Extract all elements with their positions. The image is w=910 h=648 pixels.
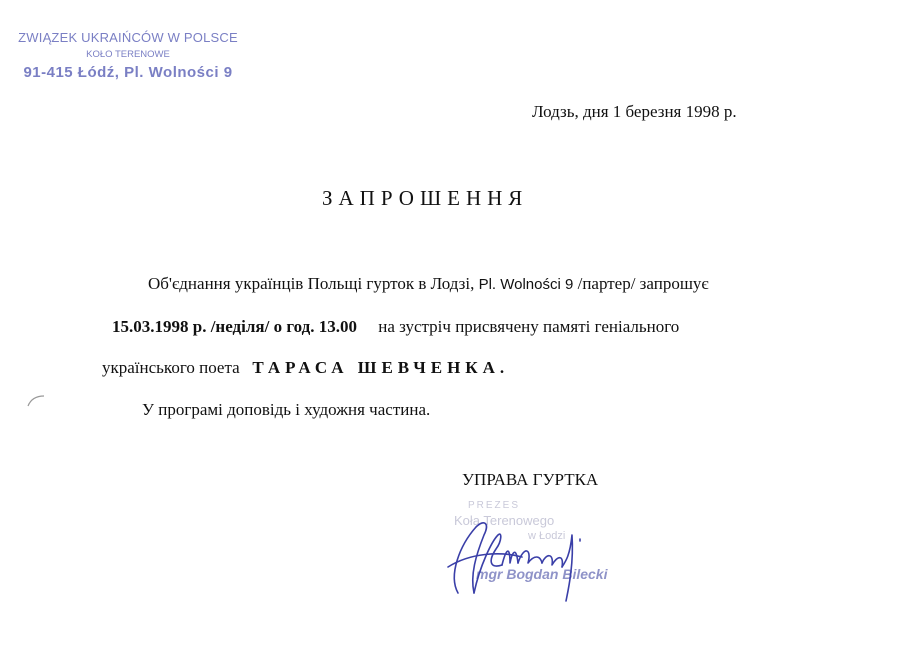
body-line-1-start: Об'єднання українців Польщі гурток в Лодзі, xyxy=(148,274,475,293)
body-line-1-end: /партер/ запрошує xyxy=(577,274,709,293)
hole-punch-mark xyxy=(22,388,58,424)
body-line-1 xyxy=(148,274,709,294)
stamp-line-2: KOŁO TERENOWE xyxy=(86,49,170,60)
address-text: Pl. Wolności 9 xyxy=(478,276,574,293)
body-line-2 xyxy=(112,317,679,337)
body-line-2-rest: на зустріч присвячену памяті геніального xyxy=(378,317,680,336)
signatory-name: mgr Bogdan Bilecki xyxy=(476,566,608,582)
body-line-3 xyxy=(102,358,509,378)
handwritten-signature xyxy=(440,505,600,615)
organization-stamp xyxy=(8,30,248,81)
stamp-line-1: ZWIĄZEK UKRAIŃCÓW W POLSCE xyxy=(18,30,238,45)
poet-name: ТАРАСА ШЕВЧЕНКА. xyxy=(252,358,510,377)
stamp-line-3: 91-415 Łódź, Pl. Wolności 9 xyxy=(23,64,233,81)
board-signature-label: УПРАВА ГУРТКА xyxy=(462,470,599,489)
signature-stamp-line-3: w Łodzi xyxy=(528,530,566,542)
body-line-3-start: українського поета xyxy=(102,358,240,377)
body-line-4: У програмі доповідь і художня частина. xyxy=(142,400,431,419)
signature-stamp-line-2: Koła Terenowego xyxy=(454,513,555,528)
signature-stamp-line-1: PREZES xyxy=(468,500,521,511)
letter-date: Лодзь, дня 1 березня 1998 р. xyxy=(532,102,737,121)
document-title: ЗАПРОШЕННЯ xyxy=(322,186,529,210)
event-date-time: 15.03.1998 р. /неділя/ о год. 13.00 xyxy=(112,317,357,336)
